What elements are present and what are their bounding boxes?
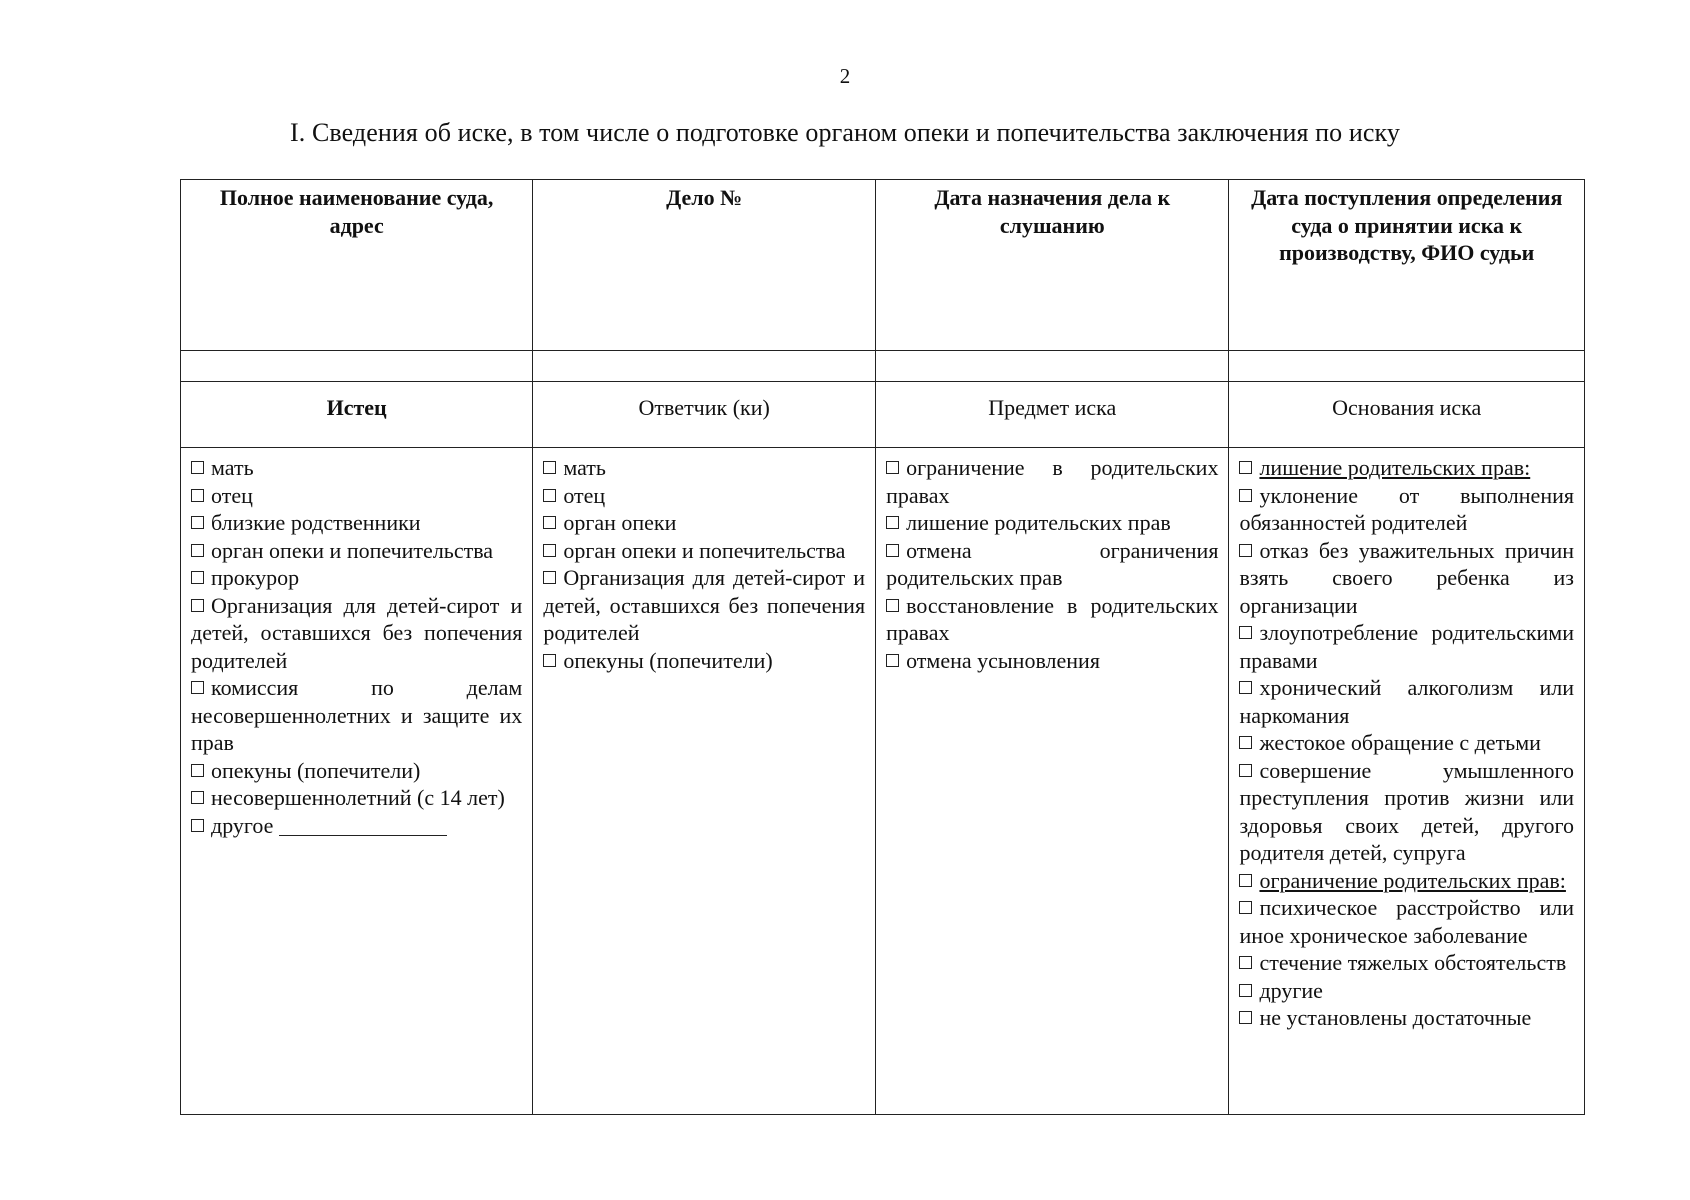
grounds-option-label: отказ без уважительных причин взять своего ребенка из организации xyxy=(1239,537,1574,618)
defendant-option-label: отец xyxy=(563,482,606,508)
checkbox-icon[interactable] xyxy=(1239,489,1252,502)
defendant-option[interactable] xyxy=(543,647,865,675)
grounds-option[interactable] xyxy=(1239,1004,1574,1032)
subject-option-label: отмена усыновления xyxy=(906,647,1100,673)
grounds-option-label: хронический алкоголизм или наркомания xyxy=(1239,675,1574,728)
page-number: 2 xyxy=(839,64,851,88)
grounds-option[interactable] xyxy=(1239,757,1574,867)
entry-case-number[interactable] xyxy=(533,351,876,382)
plaintiff-option-label: опекуны (попечители) xyxy=(211,757,421,783)
checkbox-icon[interactable] xyxy=(191,791,204,804)
plaintiff-option-label: мать xyxy=(211,455,254,480)
checkbox-icon[interactable] xyxy=(191,571,204,584)
grounds-option-label: жестокое обращение с детьми xyxy=(1259,730,1541,755)
subheader-subject: Предмет иска xyxy=(876,382,1229,448)
checkbox-icon[interactable] xyxy=(191,681,204,694)
table-subheader-row xyxy=(181,382,1585,448)
checkbox-icon[interactable] xyxy=(1239,874,1252,887)
plaintiff-option[interactable] xyxy=(191,592,522,675)
defendant-option[interactable] xyxy=(543,482,865,510)
defendant-option-label: орган опеки и попечительства xyxy=(563,537,846,563)
checkbox-icon[interactable] xyxy=(191,489,204,502)
subject-option[interactable] xyxy=(886,592,1218,647)
subject-option-label: лишение родительских прав xyxy=(906,510,1171,535)
subject-options-cell xyxy=(876,448,1229,1115)
checkbox-icon[interactable] xyxy=(191,764,204,777)
subject-option[interactable] xyxy=(886,454,1218,509)
grounds-option-label: не установлены достаточные xyxy=(1259,1005,1532,1030)
options-row xyxy=(181,448,1585,1115)
checkbox-icon[interactable] xyxy=(1239,736,1252,749)
checkbox-icon[interactable] xyxy=(1239,764,1252,777)
grounds-option[interactable] xyxy=(1239,454,1574,482)
subheader-grounds: Основания иска xyxy=(1229,382,1585,448)
checkbox-icon[interactable] xyxy=(1239,1011,1252,1024)
checkbox-icon[interactable] xyxy=(191,516,204,529)
grounds-option[interactable] xyxy=(1239,867,1574,895)
plaintiff-option-label: несовершеннолетний (с 14 лет) xyxy=(211,785,505,810)
plaintiff-option[interactable] xyxy=(191,454,522,482)
checkbox-icon[interactable] xyxy=(543,516,556,529)
plaintiff-option-label: близкие родственники xyxy=(211,510,421,535)
subject-option-label: отмена ограничения родительских прав xyxy=(886,537,1219,590)
grounds-option-label: другие xyxy=(1259,977,1323,1003)
defendant-option-label: мать xyxy=(563,455,606,480)
checkbox-icon[interactable] xyxy=(886,654,899,667)
checkbox-icon[interactable] xyxy=(1239,461,1252,474)
subject-option-label: восстановление в родительских правах xyxy=(886,592,1219,645)
plaintiff-options-cell xyxy=(181,448,533,1115)
grounds-option[interactable] xyxy=(1239,977,1574,1005)
checkbox-icon[interactable] xyxy=(543,654,556,667)
plaintiff-option-label: прокурор xyxy=(211,565,300,590)
defendant-option-label: опекуны (попечители) xyxy=(563,647,773,673)
checkbox-icon[interactable] xyxy=(1239,544,1252,557)
defendant-options-cell xyxy=(533,448,876,1115)
subject-option[interactable] xyxy=(886,509,1218,537)
plaintiff-option-label: отец xyxy=(211,482,253,508)
section-heading: I. Сведения об иске, в том числе о подготовке органом опеки и попечительства заключения по иску xyxy=(290,118,1400,147)
checkbox-icon[interactable] xyxy=(886,461,899,474)
plaintiff-option[interactable] xyxy=(191,564,522,592)
header-ruling-date: Дата поступления определения суда о принятии иска к производству, ФИО судьи xyxy=(1229,180,1585,351)
plaintiff-option[interactable] xyxy=(191,674,522,757)
plaintiff-option[interactable] xyxy=(191,482,522,510)
checkbox-icon[interactable] xyxy=(191,819,204,832)
plaintiff-option[interactable] xyxy=(191,757,522,785)
grounds-option-label: стечение тяжелых обстоятельств xyxy=(1259,950,1567,975)
table-header-row xyxy=(181,180,1585,351)
subject-option[interactable] xyxy=(886,537,1218,592)
grounds-option[interactable] xyxy=(1239,619,1574,674)
checkbox-icon[interactable] xyxy=(1239,984,1252,997)
checkbox-icon[interactable] xyxy=(886,599,899,612)
checkbox-icon[interactable] xyxy=(191,544,204,557)
grounds-option[interactable] xyxy=(1239,537,1574,620)
plaintiff-option[interactable] xyxy=(191,509,522,537)
plaintiff-option-label: комиссия по делам несовершеннолетних и защите их прав xyxy=(191,675,523,755)
checkbox-icon[interactable] xyxy=(543,571,556,584)
defendant-option-label: Организация для детей-сирот и детей, оставшихся без попечения родителей xyxy=(543,565,866,645)
subject-options xyxy=(886,454,1218,674)
checkbox-icon[interactable] xyxy=(886,516,899,529)
checkbox-icon[interactable] xyxy=(1239,956,1252,969)
defendant-option-label: орган опеки xyxy=(563,510,677,535)
defendant-option[interactable] xyxy=(543,537,865,565)
grounds-option-label: психическое расстройство или иное хроническое заболевание xyxy=(1239,895,1574,948)
defendant-options xyxy=(543,454,865,674)
grounds-option[interactable] xyxy=(1239,949,1574,977)
grounds-option-label: совершение умышленного преступления против жизни или здоровья своих детей, другого родителя детей, супруга xyxy=(1239,757,1574,865)
subject-option[interactable] xyxy=(886,647,1218,675)
grounds-option[interactable] xyxy=(1239,894,1574,949)
checkbox-icon[interactable] xyxy=(1239,681,1252,694)
checkbox-icon[interactable] xyxy=(543,544,556,557)
grounds-option-label: злоупотребление родительскими правами xyxy=(1239,620,1574,673)
subject-option-label: ограничение в родительских правах xyxy=(886,455,1219,508)
plaintiff-option-label: орган опеки и попечительства xyxy=(211,537,494,563)
checkbox-icon[interactable] xyxy=(543,489,556,502)
checkbox-icon[interactable] xyxy=(191,461,204,474)
checkbox-icon[interactable] xyxy=(886,544,899,557)
entry-hearing-date[interactable] xyxy=(876,351,1229,382)
plaintiff-option-label: Организация для детей-сирот и детей, оставшихся без попечения родителей xyxy=(191,592,523,673)
grounds-option-label: уклонение от выполнения обязанностей родителей xyxy=(1239,482,1574,535)
defendant-option[interactable] xyxy=(543,564,865,647)
grounds-option[interactable] xyxy=(1239,674,1574,729)
header-hearing-date: Дата назначения дела к слушанию xyxy=(876,180,1229,351)
checkbox-icon[interactable] xyxy=(1239,901,1252,914)
claim-info-table xyxy=(180,179,1585,1115)
grounds-option[interactable] xyxy=(1239,729,1574,757)
grounds-options xyxy=(1239,454,1574,1032)
other-input-line[interactable] xyxy=(279,815,447,836)
checkbox-icon[interactable] xyxy=(191,599,204,612)
header-case-number: Дело № xyxy=(533,180,876,351)
grounds-option-label: лишение родительских прав: xyxy=(1259,455,1531,480)
grounds-option-label: ограничение родительских прав: xyxy=(1259,867,1566,893)
subheader-plaintiff: Истец xyxy=(181,382,533,448)
grounds-option[interactable] xyxy=(1239,482,1574,537)
plaintiff-option[interactable] xyxy=(191,784,522,812)
grounds-options-cell xyxy=(1229,448,1585,1115)
plaintiff-option-label: другое xyxy=(211,812,274,838)
entry-court-name[interactable] xyxy=(181,351,533,382)
plaintiff-option[interactable] xyxy=(191,537,522,565)
subheader-defendant: Ответчик (ки) xyxy=(533,382,876,448)
empty-entry-row xyxy=(181,351,1585,382)
defendant-option[interactable] xyxy=(543,454,865,482)
header-court-name: Полное наименование суда, адрес xyxy=(181,180,533,351)
defendant-option[interactable] xyxy=(543,509,865,537)
plaintiff-options xyxy=(191,454,522,839)
checkbox-icon[interactable] xyxy=(1239,626,1252,639)
checkbox-icon[interactable] xyxy=(543,461,556,474)
plaintiff-option[interactable] xyxy=(191,812,522,840)
entry-ruling-date[interactable] xyxy=(1229,351,1585,382)
